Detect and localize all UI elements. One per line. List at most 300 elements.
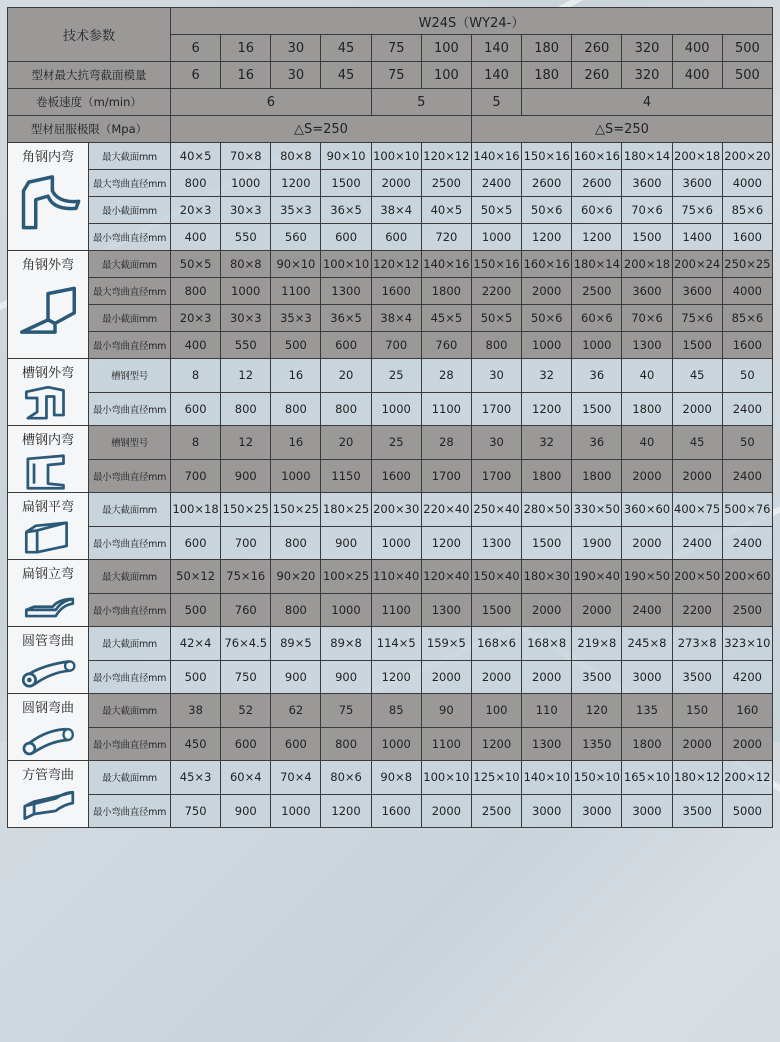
value-cell: 760 xyxy=(421,332,471,359)
value-cell: 12 xyxy=(221,359,271,393)
table-row xyxy=(8,305,773,332)
value-cell: 12 xyxy=(221,426,271,460)
value-cell: 1800 xyxy=(421,278,471,305)
model-cell: 100 xyxy=(421,35,471,62)
value-cell: 1100 xyxy=(421,392,471,426)
value-cell: 1900 xyxy=(572,526,622,560)
value-cell: 2500 xyxy=(572,278,622,305)
value-cell: 36×5 xyxy=(321,305,371,332)
category-name: 角钢内弯 xyxy=(21,150,74,165)
value-cell: 80×8 xyxy=(221,251,271,278)
value-cell: 800 xyxy=(471,332,521,359)
value-cell: 200×50 xyxy=(672,560,722,594)
value-cell: 1500 xyxy=(572,392,622,426)
value-cell: 190×40 xyxy=(572,560,622,594)
value-cell: 600 xyxy=(171,392,221,426)
row-label: 槽钢型号 xyxy=(89,426,171,460)
value-cell: 720 xyxy=(421,224,471,251)
value-cell: 800 xyxy=(171,278,221,305)
angle-outer-bend-icon xyxy=(8,277,88,347)
table-row xyxy=(8,392,773,426)
value-cell: 550 xyxy=(221,224,271,251)
table-row xyxy=(8,794,773,828)
table-row xyxy=(8,332,773,359)
spec-cell: 75 xyxy=(371,62,421,89)
value-cell: 20×3 xyxy=(171,197,221,224)
value-cell: 1300 xyxy=(321,278,371,305)
row-label: 最小截面mm xyxy=(89,197,171,224)
value-cell: 500 xyxy=(271,332,321,359)
value-cell: 600 xyxy=(321,224,371,251)
row-label: 最大截面mm xyxy=(89,251,171,278)
value-cell: 500 xyxy=(171,660,221,694)
square-tube-bend-icon xyxy=(8,787,88,827)
table-row xyxy=(8,170,773,197)
value-cell: 1600 xyxy=(371,459,421,493)
value-cell: 600 xyxy=(371,224,421,251)
row-label: 最大截面mm xyxy=(89,493,171,527)
model-cell: 320 xyxy=(622,35,672,62)
flat-bar-flat-bend-icon xyxy=(8,519,88,559)
value-cell: 50 xyxy=(722,359,772,393)
row-label: 最小弯曲直径mm xyxy=(89,459,171,493)
value-cell: 90×8 xyxy=(371,761,421,795)
model-cell: 75 xyxy=(371,35,421,62)
value-cell: 76×4.5 xyxy=(221,627,271,661)
value-cell: 100×18 xyxy=(171,493,221,527)
value-cell: 50×6 xyxy=(522,305,572,332)
value-cell: 700 xyxy=(371,332,421,359)
value-cell: 8 xyxy=(171,426,221,460)
value-cell: 2000 xyxy=(672,392,722,426)
value-cell: 1350 xyxy=(572,727,622,761)
value-cell: 100×25 xyxy=(321,560,371,594)
row-label: 最小弯曲直径mm xyxy=(89,593,171,627)
row-label: 最小截面mm xyxy=(89,305,171,332)
value-cell: 2000 xyxy=(572,593,622,627)
value-cell: 200×18 xyxy=(622,251,672,278)
value-cell: 2500 xyxy=(722,593,772,627)
value-cell: 40×5 xyxy=(421,197,471,224)
value-cell: 80×6 xyxy=(321,761,371,795)
value-cell: 90×10 xyxy=(321,143,371,170)
value-cell: 1000 xyxy=(522,332,572,359)
table-row xyxy=(8,224,773,251)
value-cell: 70×6 xyxy=(622,197,672,224)
row-label: 最小弯曲直径mm xyxy=(89,332,171,359)
spec-cell: 6 xyxy=(171,89,372,116)
value-cell: 3000 xyxy=(622,794,672,828)
value-cell: 30 xyxy=(471,359,521,393)
value-cell: 1300 xyxy=(522,727,572,761)
table-row xyxy=(8,560,773,594)
value-cell: 1100 xyxy=(271,278,321,305)
value-cell: 245×8 xyxy=(622,627,672,661)
value-cell: 200×30 xyxy=(371,493,421,527)
value-cell: 200×20 xyxy=(722,143,772,170)
value-cell: 89×8 xyxy=(321,627,371,661)
value-cell: 1600 xyxy=(371,278,421,305)
spec-label: 型材屈服极限（Mpa） xyxy=(8,116,171,143)
value-cell: 36×5 xyxy=(321,197,371,224)
category-name: 扁钢立弯 xyxy=(21,567,74,582)
category-name: 圆钢弯曲 xyxy=(21,701,74,716)
value-cell: 2200 xyxy=(672,593,722,627)
value-cell: 50×5 xyxy=(171,251,221,278)
value-cell: 1200 xyxy=(271,170,321,197)
value-cell: 16 xyxy=(271,426,321,460)
value-cell: 3500 xyxy=(672,660,722,694)
value-cell: 1300 xyxy=(471,526,521,560)
table-row xyxy=(8,251,773,278)
value-cell: 45×3 xyxy=(171,761,221,795)
value-cell: 40 xyxy=(622,359,672,393)
value-cell: 70×8 xyxy=(221,143,271,170)
value-cell: 75 xyxy=(321,694,371,728)
value-cell: 800 xyxy=(271,593,321,627)
value-cell: 2400 xyxy=(471,170,521,197)
value-cell: 750 xyxy=(171,794,221,828)
value-cell: 85×6 xyxy=(722,305,772,332)
value-cell: 600 xyxy=(271,727,321,761)
value-cell: 25 xyxy=(371,359,421,393)
value-cell: 2400 xyxy=(722,392,772,426)
value-cell: 1000 xyxy=(471,224,521,251)
value-cell: 2000 xyxy=(371,170,421,197)
spec-cell: 260 xyxy=(572,62,622,89)
value-cell: 20×3 xyxy=(171,305,221,332)
value-cell: 60×4 xyxy=(221,761,271,795)
value-cell: 120 xyxy=(572,694,622,728)
value-cell: 100×10 xyxy=(321,251,371,278)
value-cell: 220×40 xyxy=(421,493,471,527)
row-label: 最小弯曲直径mm xyxy=(89,224,171,251)
value-cell: 3000 xyxy=(572,794,622,828)
model-cell: 400 xyxy=(672,35,722,62)
value-cell: 5000 xyxy=(722,794,772,828)
value-cell: 2000 xyxy=(522,593,572,627)
value-cell: 110 xyxy=(522,694,572,728)
value-cell: 900 xyxy=(321,526,371,560)
value-cell: 4200 xyxy=(722,660,772,694)
value-cell: 2000 xyxy=(421,794,471,828)
value-cell: 50×5 xyxy=(471,305,521,332)
table-row xyxy=(8,593,773,627)
value-cell: 1500 xyxy=(672,332,722,359)
value-cell: 90×20 xyxy=(271,560,321,594)
value-cell: 280×50 xyxy=(522,493,572,527)
spec-cell: 320 xyxy=(622,62,672,89)
value-cell: 30 xyxy=(471,426,521,460)
value-cell: 1200 xyxy=(522,224,572,251)
spec-label: 型材最大抗弯截面模量 xyxy=(8,62,171,89)
spec-table xyxy=(7,7,773,828)
spec-cell: △S=250 xyxy=(171,116,472,143)
value-cell: 62 xyxy=(271,694,321,728)
value-cell: 750 xyxy=(221,660,271,694)
value-cell: 38×4 xyxy=(371,197,421,224)
value-cell: 1700 xyxy=(471,392,521,426)
value-cell: 50 xyxy=(722,426,772,460)
value-cell: 1000 xyxy=(572,332,622,359)
spec-cell: 6 xyxy=(171,62,221,89)
value-cell: 4000 xyxy=(722,278,772,305)
value-cell: 2000 xyxy=(471,660,521,694)
value-cell: 190×50 xyxy=(622,560,672,594)
table-row xyxy=(8,660,773,694)
value-cell: 1600 xyxy=(371,794,421,828)
value-cell: 40 xyxy=(622,426,672,460)
spec-row xyxy=(8,62,773,89)
value-cell: 600 xyxy=(321,332,371,359)
model-cell: 140 xyxy=(471,35,521,62)
spec-cell: 180 xyxy=(522,62,572,89)
value-cell: 1100 xyxy=(371,593,421,627)
value-cell: 3500 xyxy=(572,660,622,694)
model-cell: 16 xyxy=(221,35,271,62)
value-cell: 2400 xyxy=(622,593,672,627)
spec-cell: 400 xyxy=(672,62,722,89)
value-cell: 900 xyxy=(221,794,271,828)
value-cell: 2400 xyxy=(722,526,772,560)
table-row xyxy=(8,459,773,493)
row-label: 最小弯曲直径mm xyxy=(89,526,171,560)
value-cell: 70×4 xyxy=(271,761,321,795)
value-cell: 180×25 xyxy=(321,493,371,527)
value-cell: 1800 xyxy=(622,727,672,761)
value-cell: 1000 xyxy=(371,392,421,426)
value-cell: 1600 xyxy=(722,332,772,359)
value-cell: 1200 xyxy=(522,392,572,426)
value-cell: 250×40 xyxy=(471,493,521,527)
model-cell: 500 xyxy=(722,35,772,62)
value-cell: 1500 xyxy=(622,224,672,251)
value-cell: 1500 xyxy=(471,593,521,627)
value-cell: 219×8 xyxy=(572,627,622,661)
model-cell: 180 xyxy=(522,35,572,62)
value-cell: 90×10 xyxy=(271,251,321,278)
value-cell: 36 xyxy=(572,426,622,460)
value-cell: 20 xyxy=(321,426,371,460)
round-bar-bend-icon xyxy=(8,720,88,760)
value-cell: 800 xyxy=(271,526,321,560)
value-cell: 400 xyxy=(171,332,221,359)
value-cell: 1000 xyxy=(371,727,421,761)
table-row xyxy=(8,359,773,393)
value-cell: 2000 xyxy=(522,278,572,305)
value-cell: 600 xyxy=(171,526,221,560)
row-label: 槽钢型号 xyxy=(89,359,171,393)
value-cell: 1000 xyxy=(271,794,321,828)
table-row xyxy=(8,493,773,527)
value-cell: 2600 xyxy=(572,170,622,197)
value-cell: 150×25 xyxy=(271,493,321,527)
value-cell: 1500 xyxy=(321,170,371,197)
value-cell: 323×10 xyxy=(722,627,772,661)
value-cell: 3000 xyxy=(522,794,572,828)
value-cell: 3500 xyxy=(672,794,722,828)
value-cell: 30×3 xyxy=(221,305,271,332)
table-row xyxy=(8,761,773,795)
value-cell: 3600 xyxy=(672,278,722,305)
value-cell: 100×10 xyxy=(421,761,471,795)
value-cell: 1700 xyxy=(471,459,521,493)
angle-inner-bend-icon xyxy=(8,169,88,239)
row-label: 最小弯曲直径mm xyxy=(89,794,171,828)
value-cell: 700 xyxy=(171,459,221,493)
value-cell: 2000 xyxy=(522,660,572,694)
value-cell: 1000 xyxy=(271,459,321,493)
value-cell: 1150 xyxy=(321,459,371,493)
channel-inner-bend-icon xyxy=(8,452,88,492)
value-cell: 760 xyxy=(221,593,271,627)
value-cell: 4000 xyxy=(722,170,772,197)
value-cell: 50×5 xyxy=(471,197,521,224)
value-cell: 1000 xyxy=(221,170,271,197)
value-cell: 50×12 xyxy=(171,560,221,594)
value-cell: 2000 xyxy=(722,727,772,761)
value-cell: 20 xyxy=(321,359,371,393)
value-cell: 150 xyxy=(672,694,722,728)
spec-cell: 16 xyxy=(221,62,271,89)
value-cell: 800 xyxy=(171,170,221,197)
value-cell: 35×3 xyxy=(271,305,321,332)
value-cell: 45 xyxy=(672,359,722,393)
value-cell: 160 xyxy=(722,694,772,728)
value-cell: 150×16 xyxy=(522,143,572,170)
value-cell: 75×6 xyxy=(672,197,722,224)
model-cell: 260 xyxy=(572,35,622,62)
value-cell: 165×10 xyxy=(622,761,672,795)
value-cell: 200×18 xyxy=(672,143,722,170)
value-cell: 8 xyxy=(171,359,221,393)
value-cell: 2000 xyxy=(622,459,672,493)
model-series-header: W24S（WY24-） xyxy=(171,8,773,35)
table-row xyxy=(8,278,773,305)
value-cell: 1100 xyxy=(421,727,471,761)
category-cell xyxy=(8,560,89,627)
spec-cell: 30 xyxy=(271,62,321,89)
value-cell: 2400 xyxy=(722,459,772,493)
value-cell: 135 xyxy=(622,694,672,728)
value-cell: 800 xyxy=(321,392,371,426)
table-row xyxy=(8,143,773,170)
spec-cell: △S=250 xyxy=(471,116,772,143)
value-cell: 2600 xyxy=(522,170,572,197)
value-cell: 200×12 xyxy=(722,761,772,795)
value-cell: 60×6 xyxy=(572,305,622,332)
value-cell: 120×12 xyxy=(371,251,421,278)
value-cell: 1300 xyxy=(421,593,471,627)
value-cell: 100×10 xyxy=(371,143,421,170)
value-cell: 60×6 xyxy=(572,197,622,224)
value-cell: 75×6 xyxy=(672,305,722,332)
value-cell: 28 xyxy=(421,426,471,460)
value-cell: 168×6 xyxy=(471,627,521,661)
tech-params-header: 技术参数 xyxy=(8,8,171,62)
value-cell: 160×16 xyxy=(522,251,572,278)
value-cell: 3600 xyxy=(622,278,672,305)
row-label: 最大截面mm xyxy=(89,143,171,170)
value-cell: 550 xyxy=(221,332,271,359)
value-cell: 800 xyxy=(321,727,371,761)
value-cell: 32 xyxy=(522,426,572,460)
value-cell: 80×8 xyxy=(271,143,321,170)
value-cell: 35×3 xyxy=(271,197,321,224)
value-cell: 140×10 xyxy=(522,761,572,795)
value-cell: 30×3 xyxy=(221,197,271,224)
row-label: 最小弯曲直径mm xyxy=(89,392,171,426)
value-cell: 120×40 xyxy=(421,560,471,594)
value-cell: 2200 xyxy=(471,278,521,305)
table-row xyxy=(8,694,773,728)
value-cell: 180×14 xyxy=(622,143,672,170)
value-cell: 1200 xyxy=(371,660,421,694)
row-label: 最大截面mm xyxy=(89,627,171,661)
value-cell: 70×6 xyxy=(622,305,672,332)
model-cell: 6 xyxy=(171,35,221,62)
category-name: 角钢外弯 xyxy=(21,258,74,273)
spec-cell: 140 xyxy=(471,62,521,89)
round-tube-bend-icon xyxy=(8,653,88,693)
category-name: 扁钢平弯 xyxy=(21,500,74,515)
value-cell: 500×76 xyxy=(722,493,772,527)
spec-cell: 500 xyxy=(722,62,772,89)
value-cell: 150×25 xyxy=(221,493,271,527)
value-cell: 40×5 xyxy=(171,143,221,170)
category-cell xyxy=(8,493,89,560)
value-cell: 114×5 xyxy=(371,627,421,661)
value-cell: 1200 xyxy=(572,224,622,251)
value-cell: 900 xyxy=(221,459,271,493)
category-name: 方管弯曲 xyxy=(21,768,74,783)
flat-bar-edge-bend-icon xyxy=(8,586,88,626)
value-cell: 2000 xyxy=(622,526,672,560)
value-cell: 900 xyxy=(321,660,371,694)
value-cell: 1500 xyxy=(522,526,572,560)
value-cell: 250×25 xyxy=(722,251,772,278)
category-cell xyxy=(8,143,89,251)
value-cell: 1800 xyxy=(522,459,572,493)
row-label: 最大弯曲直径mm xyxy=(89,278,171,305)
value-cell: 800 xyxy=(221,392,271,426)
spec-cell: 5 xyxy=(471,89,521,116)
value-cell: 1600 xyxy=(722,224,772,251)
value-cell: 2500 xyxy=(421,170,471,197)
value-cell: 2000 xyxy=(421,660,471,694)
value-cell: 700 xyxy=(221,526,271,560)
value-cell: 3600 xyxy=(622,170,672,197)
value-cell: 2400 xyxy=(672,526,722,560)
value-cell: 400×75 xyxy=(672,493,722,527)
value-cell: 1700 xyxy=(421,459,471,493)
value-cell: 1200 xyxy=(421,526,471,560)
value-cell: 168×8 xyxy=(522,627,572,661)
value-cell: 45 xyxy=(672,426,722,460)
value-cell: 140×16 xyxy=(471,143,521,170)
value-cell: 1000 xyxy=(321,593,371,627)
value-cell: 100 xyxy=(471,694,521,728)
model-cell: 30 xyxy=(271,35,321,62)
value-cell: 600 xyxy=(221,727,271,761)
value-cell: 160×16 xyxy=(572,143,622,170)
table-row xyxy=(8,526,773,560)
value-cell: 1000 xyxy=(371,526,421,560)
value-cell: 330×50 xyxy=(572,493,622,527)
value-cell: 2500 xyxy=(471,794,521,828)
spec-cell: 5 xyxy=(371,89,471,116)
value-cell: 85×6 xyxy=(722,197,772,224)
